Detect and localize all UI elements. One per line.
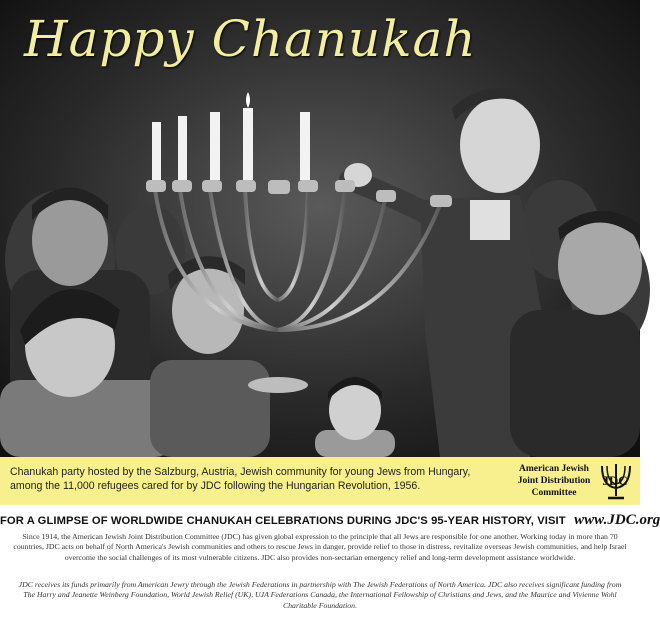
- photo-caption: Chanukah party hosted by the Salzburg, Austria, Jewish community for young Jews from Hungary, among the 11,000 refugees cared for by JDC following the Hungarian Revolution, 1956.: [10, 466, 471, 492]
- caption-band: [0, 457, 640, 505]
- about-jdc-paragraph: Since 1914, the American Jewish Joint Distribution Committee (JDC) has given global expression to the principle that all Jews are responsible for one another. Working today in more than 70 countries, JDC acts on behalf of North America's Jewish communities and others to rescue Jews in danger, provide relief to those in distress, revitalize overseas Jewish communities, and help Israel overcome the social challenges of its most vulnerable citizens. JDC also provides non-sectarian emergency relief and long-term development assistance worldwide.: [13, 532, 627, 562]
- headline: Happy Chanukah: [24, 10, 477, 68]
- logo-line-2: Joint Distribution: [517, 476, 591, 486]
- cta-text: FOR A GLIMPSE OF WORLDWIDE CHANUKAH CELEBRATIONS DURING JDC'S 95-YEAR HISTORY, VISIT: [0, 515, 566, 527]
- jdc-website-link[interactable]: www.JDC.org: [574, 512, 660, 528]
- jdc-emblem-label: JDC: [602, 473, 628, 488]
- funding-paragraph: JDC receives its funds primarily from American Jewry through the Jewish Federations in partnership with The Jewish Federations of North America. JDC also receives significant funding from The Harry and Jeanette Weinberg Foundation, World Jewish Relief (UK), UJA Federations Canada, the International Fellowship of Christians and Jews, and the Maurice and Vivienne Wohl Charitable Foundation.: [18, 580, 622, 610]
- menorah-base: [248, 377, 308, 393]
- logo-line-1: American Jewish: [519, 464, 589, 474]
- jdc-logo-wordmark: [512, 463, 596, 499]
- call-to-action: [0, 511, 660, 529]
- logo-line-3: Committee: [531, 488, 577, 498]
- jdc-logo: [512, 460, 636, 502]
